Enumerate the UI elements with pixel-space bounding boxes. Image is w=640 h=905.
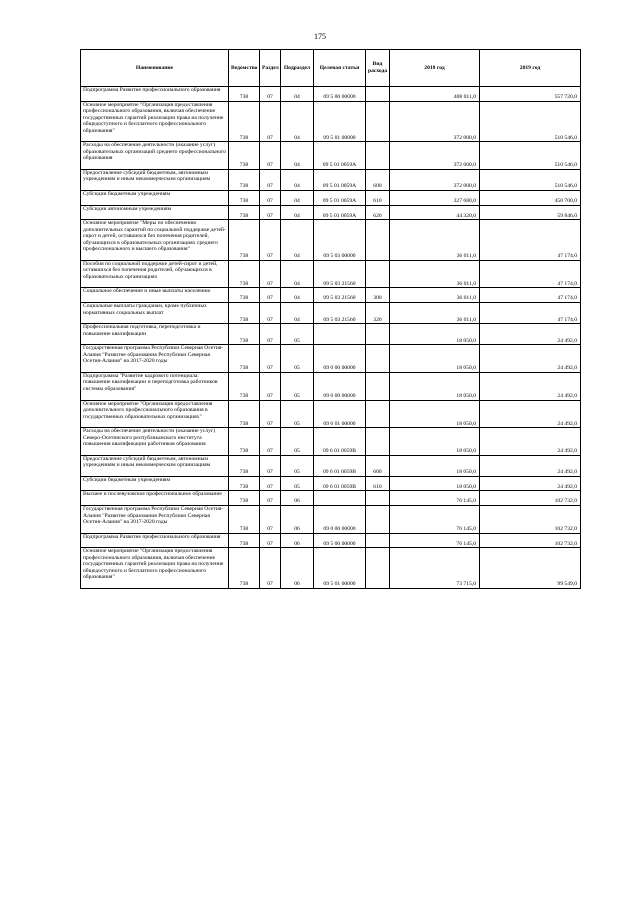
cell-department: 738 [229,260,260,288]
cell-2019: 24 492,0 [480,345,581,373]
cell-expense-type: 600 [366,169,390,190]
cell-target: 09 5 01 0059A [314,191,366,206]
cell-section: 07 [260,260,281,288]
cell-2018: 18 050,0 [390,324,480,345]
cell-section: 07 [260,220,281,261]
cell-subsection: 05 [281,324,314,345]
cell-subsection: 06 [281,533,314,548]
cell-2018: 327 680,0 [390,191,480,206]
cell-name: Основное мероприятие "Организация предоставления профессионального образования, включая обеспечение государственных гарантий реализации права на получение общедоступного и бесплатного профессионального образования" [81,548,229,589]
cell-target: 09 5 01 00000 [314,101,366,142]
cell-subsection: 05 [281,372,314,400]
cell-2018: 18 050,0 [390,345,480,373]
cell-name: Основное мероприятие "Организация предоставления дополнительного профессионального образования в государственных образовательных организациях" [81,400,229,428]
cell-2018: 372 000,0 [390,169,480,190]
table-row [81,505,581,533]
cell-subsection: 05 [281,455,314,476]
cell-subsection: 04 [281,288,314,303]
cell-target: 09 5 03 00000 [314,220,366,261]
cell-expense-type [366,548,390,589]
cell-2019: 510 546,0 [480,101,581,142]
table-row [81,303,581,324]
cell-section: 07 [260,87,281,102]
cell-target [314,324,366,345]
cell-section: 07 [260,101,281,142]
header-target: Целевая статья [314,50,366,87]
cell-section: 07 [260,476,281,491]
cell-2019: 24 492,0 [480,372,581,400]
cell-department: 738 [229,87,260,102]
header-department: Ведомство [229,50,260,87]
cell-target: 09 0 00 00000 [314,345,366,373]
cell-2019: 24 492,0 [480,455,581,476]
cell-subsection: 04 [281,87,314,102]
table-row [81,191,581,206]
header-subsection: Подраздел [281,50,314,87]
cell-section: 07 [260,428,281,456]
cell-department: 738 [229,505,260,533]
header-section: Раздел [260,50,281,87]
cell-expense-type [366,260,390,288]
cell-2019: 24 492,0 [480,476,581,491]
cell-name: Расходы на обеспечение деятельности (оказание услуг) Северо-Осетинского республиканского института повышения квалификации работников образования [81,428,229,456]
cell-subsection: 05 [281,476,314,491]
cell-2019: 510 546,0 [480,169,581,190]
cell-subsection: 06 [281,548,314,589]
cell-name: Субсидии бюджетным учреждениям [81,476,229,491]
cell-section: 07 [260,191,281,206]
cell-department: 738 [229,220,260,261]
cell-expense-type: 610 [366,191,390,206]
cell-expense-type [366,101,390,142]
table-row [81,324,581,345]
cell-department: 738 [229,533,260,548]
cell-expense-type [366,324,390,345]
cell-section: 07 [260,345,281,373]
cell-department: 738 [229,324,260,345]
cell-subsection: 04 [281,191,314,206]
cell-2018: 408 011,0 [390,87,480,102]
cell-name: Расходы на обеспечение деятельности (оказание услуг) образовательных организаций среднего профессионального образования [81,142,229,170]
cell-2019: 47 174,0 [480,303,581,324]
cell-2018: 44 320,0 [390,205,480,220]
cell-expense-type: 320 [366,303,390,324]
cell-section: 07 [260,169,281,190]
cell-section: 07 [260,400,281,428]
cell-department: 738 [229,428,260,456]
cell-target: 09 5 03 21560 [314,288,366,303]
cell-target: 09 6 01 0059B [314,476,366,491]
cell-expense-type [366,87,390,102]
cell-section: 07 [260,288,281,303]
table-row [81,288,581,303]
table-row [81,260,581,288]
cell-expense-type [366,345,390,373]
table-row [81,205,581,220]
cell-2018: 372 000,0 [390,142,480,170]
header-expense-type: Вид расхода [366,50,390,87]
cell-section: 07 [260,455,281,476]
cell-2019: 102 732,0 [480,491,581,506]
table-row [81,101,581,142]
cell-section: 07 [260,505,281,533]
cell-2018: 76 145,0 [390,533,480,548]
cell-target: 09 6 01 0059B [314,455,366,476]
cell-target: 09 5 00 00000 [314,533,366,548]
cell-expense-type: 620 [366,205,390,220]
cell-target: 09 5 01 0059A [314,169,366,190]
header-2019: 2019 год [480,50,581,87]
cell-name: Предоставление субсидий бюджетным, автономным учреждениям и иным некоммерческим организациям [81,455,229,476]
table-row [81,400,581,428]
cell-target: 09 6 01 00000 [314,400,366,428]
table-row [81,476,581,491]
table-header [81,50,581,87]
cell-expense-type [366,142,390,170]
table-row [81,372,581,400]
table-row [81,345,581,373]
cell-name: Субсидии бюджетным учреждениям [81,191,229,206]
cell-2019: 557 720,0 [480,87,581,102]
cell-target: 09 6 01 0059B [314,428,366,456]
cell-name: Подпрограмма Развитие профессионального образования [81,533,229,548]
cell-name: Основное мероприятие "Меры по обеспечению дополнительных гарантий по социальной поддержке детей-сирот и детей, оставшихся без попечения родителей, обучающихся в образовательных организациях среднего профессионального и высшего образования" [81,220,229,261]
cell-expense-type [366,428,390,456]
cell-subsection: 05 [281,400,314,428]
cell-department: 738 [229,288,260,303]
table-row [81,548,581,589]
cell-subsection: 04 [281,169,314,190]
cell-2018: 18 050,0 [390,428,480,456]
page-number: 175 [314,32,326,41]
cell-department: 738 [229,303,260,324]
table-row [81,491,581,506]
cell-department: 738 [229,491,260,506]
cell-name: Субсидии автономным учреждениям [81,205,229,220]
cell-name: Предоставление субсидий бюджетным, автономным учреждениям и иным некоммерческим организациям [81,169,229,190]
cell-2019: 24 492,0 [480,324,581,345]
cell-2018: 73 715,0 [390,548,480,589]
cell-2019: 102 732,0 [480,533,581,548]
table-body [81,87,581,589]
cell-name: Государственная программа Республики Северная Осетия-Алания "Развитие образования Республики Северная Осетия-Алания" на 2017-2020 годы [81,505,229,533]
cell-section: 07 [260,205,281,220]
cell-section: 07 [260,533,281,548]
cell-target: 09 5 01 0059A [314,205,366,220]
cell-expense-type: 610 [366,476,390,491]
cell-2018: 18 050,0 [390,476,480,491]
cell-2019: 59 846,0 [480,205,581,220]
cell-2019: 47 174,0 [480,288,581,303]
cell-2018: 372 000,0 [390,101,480,142]
table-row [81,455,581,476]
cell-2019: 24 492,0 [480,400,581,428]
cell-2019: 450 700,0 [480,191,581,206]
cell-name: Социальное обеспечение и иные выплаты населению [81,288,229,303]
cell-subsection: 06 [281,491,314,506]
cell-2018: 76 145,0 [390,491,480,506]
cell-name: Основное мероприятие "Организация предоставления профессионального образования, включая обеспечение государственных гарантий реализации права на получение общедоступного и бесплатного профессионального образования" [81,101,229,142]
cell-target: 09 5 03 21560 [314,303,366,324]
cell-2018: 36 011,0 [390,220,480,261]
cell-name: Социальные выплаты гражданам, кроме публичных нормативных социальных выплат [81,303,229,324]
cell-department: 738 [229,345,260,373]
cell-subsection: 04 [281,205,314,220]
cell-2018: 36 011,0 [390,303,480,324]
cell-subsection: 04 [281,101,314,142]
cell-section: 07 [260,548,281,589]
header-2018: 2018 год [390,50,480,87]
cell-expense-type [366,491,390,506]
cell-2018: 36 011,0 [390,288,480,303]
cell-subsection: 04 [281,142,314,170]
cell-2019: 102 732,0 [480,505,581,533]
cell-department: 738 [229,372,260,400]
header-name: Наименование [81,50,229,87]
cell-section: 07 [260,324,281,345]
cell-target: 09 6 00 00000 [314,372,366,400]
cell-expense-type [366,400,390,428]
cell-expense-type [366,372,390,400]
cell-section: 07 [260,142,281,170]
cell-subsection: 04 [281,260,314,288]
cell-2019: 24 492,0 [480,428,581,456]
cell-subsection: 06 [281,505,314,533]
cell-department: 738 [229,400,260,428]
cell-subsection: 05 [281,345,314,373]
cell-name: Пособия по социальной поддержке детей-сирот и детей, оставшихся без попечения родителей, обучающихся в образовательных организациях [81,260,229,288]
cell-department: 738 [229,455,260,476]
table-row [81,533,581,548]
cell-name: Профессиональная подготовка, переподготовка и повышение квалификации [81,324,229,345]
cell-expense-type [366,220,390,261]
cell-name: Государственная программа Республики Северная Осетия-Алания "Развитие образования Республики Северная Осетия-Алания" на 2017-2020 годы [81,345,229,373]
cell-department: 738 [229,476,260,491]
cell-subsection: 05 [281,428,314,456]
cell-2019: 510 546,0 [480,142,581,170]
cell-department: 738 [229,101,260,142]
cell-expense-type [366,505,390,533]
cell-2018: 76 145,0 [390,505,480,533]
cell-target: 09 5 01 00000 [314,548,366,589]
cell-section: 07 [260,491,281,506]
cell-2018: 18 050,0 [390,400,480,428]
cell-subsection: 04 [281,220,314,261]
cell-target [314,491,366,506]
cell-department: 738 [229,191,260,206]
cell-expense-type [366,533,390,548]
cell-2019: 99 549,0 [480,548,581,589]
cell-2018: 18 050,0 [390,455,480,476]
cell-department: 738 [229,205,260,220]
cell-expense-type: 600 [366,455,390,476]
table-row [81,169,581,190]
cell-subsection: 04 [281,303,314,324]
cell-2019: 47 174,0 [480,220,581,261]
cell-target: 09 5 03 21560 [314,260,366,288]
cell-target: 09 5 01 0059A [314,142,366,170]
cell-expense-type: 300 [366,288,390,303]
cell-2018: 18 050,0 [390,372,480,400]
cell-section: 07 [260,372,281,400]
cell-name: Подпрограмма Развитие профессионального образования [81,87,229,102]
cell-name: Подпрограмма "Развитие кадрового потенциала: повышение квалификации и переподготовка работников системы образования" [81,372,229,400]
cell-target: 09 0 00 00000 [314,505,366,533]
budget-table [80,49,581,589]
cell-name: Высшее и послевузовское профессиональное образование [81,491,229,506]
cell-department: 738 [229,169,260,190]
table-row [81,428,581,456]
table-row [81,220,581,261]
cell-department: 738 [229,142,260,170]
table-row [81,87,581,102]
cell-2018: 36 011,0 [390,260,480,288]
cell-department: 738 [229,548,260,589]
cell-section: 07 [260,303,281,324]
cell-2019: 47 174,0 [480,260,581,288]
cell-target: 09 5 00 00000 [314,87,366,102]
table-row [81,142,581,170]
